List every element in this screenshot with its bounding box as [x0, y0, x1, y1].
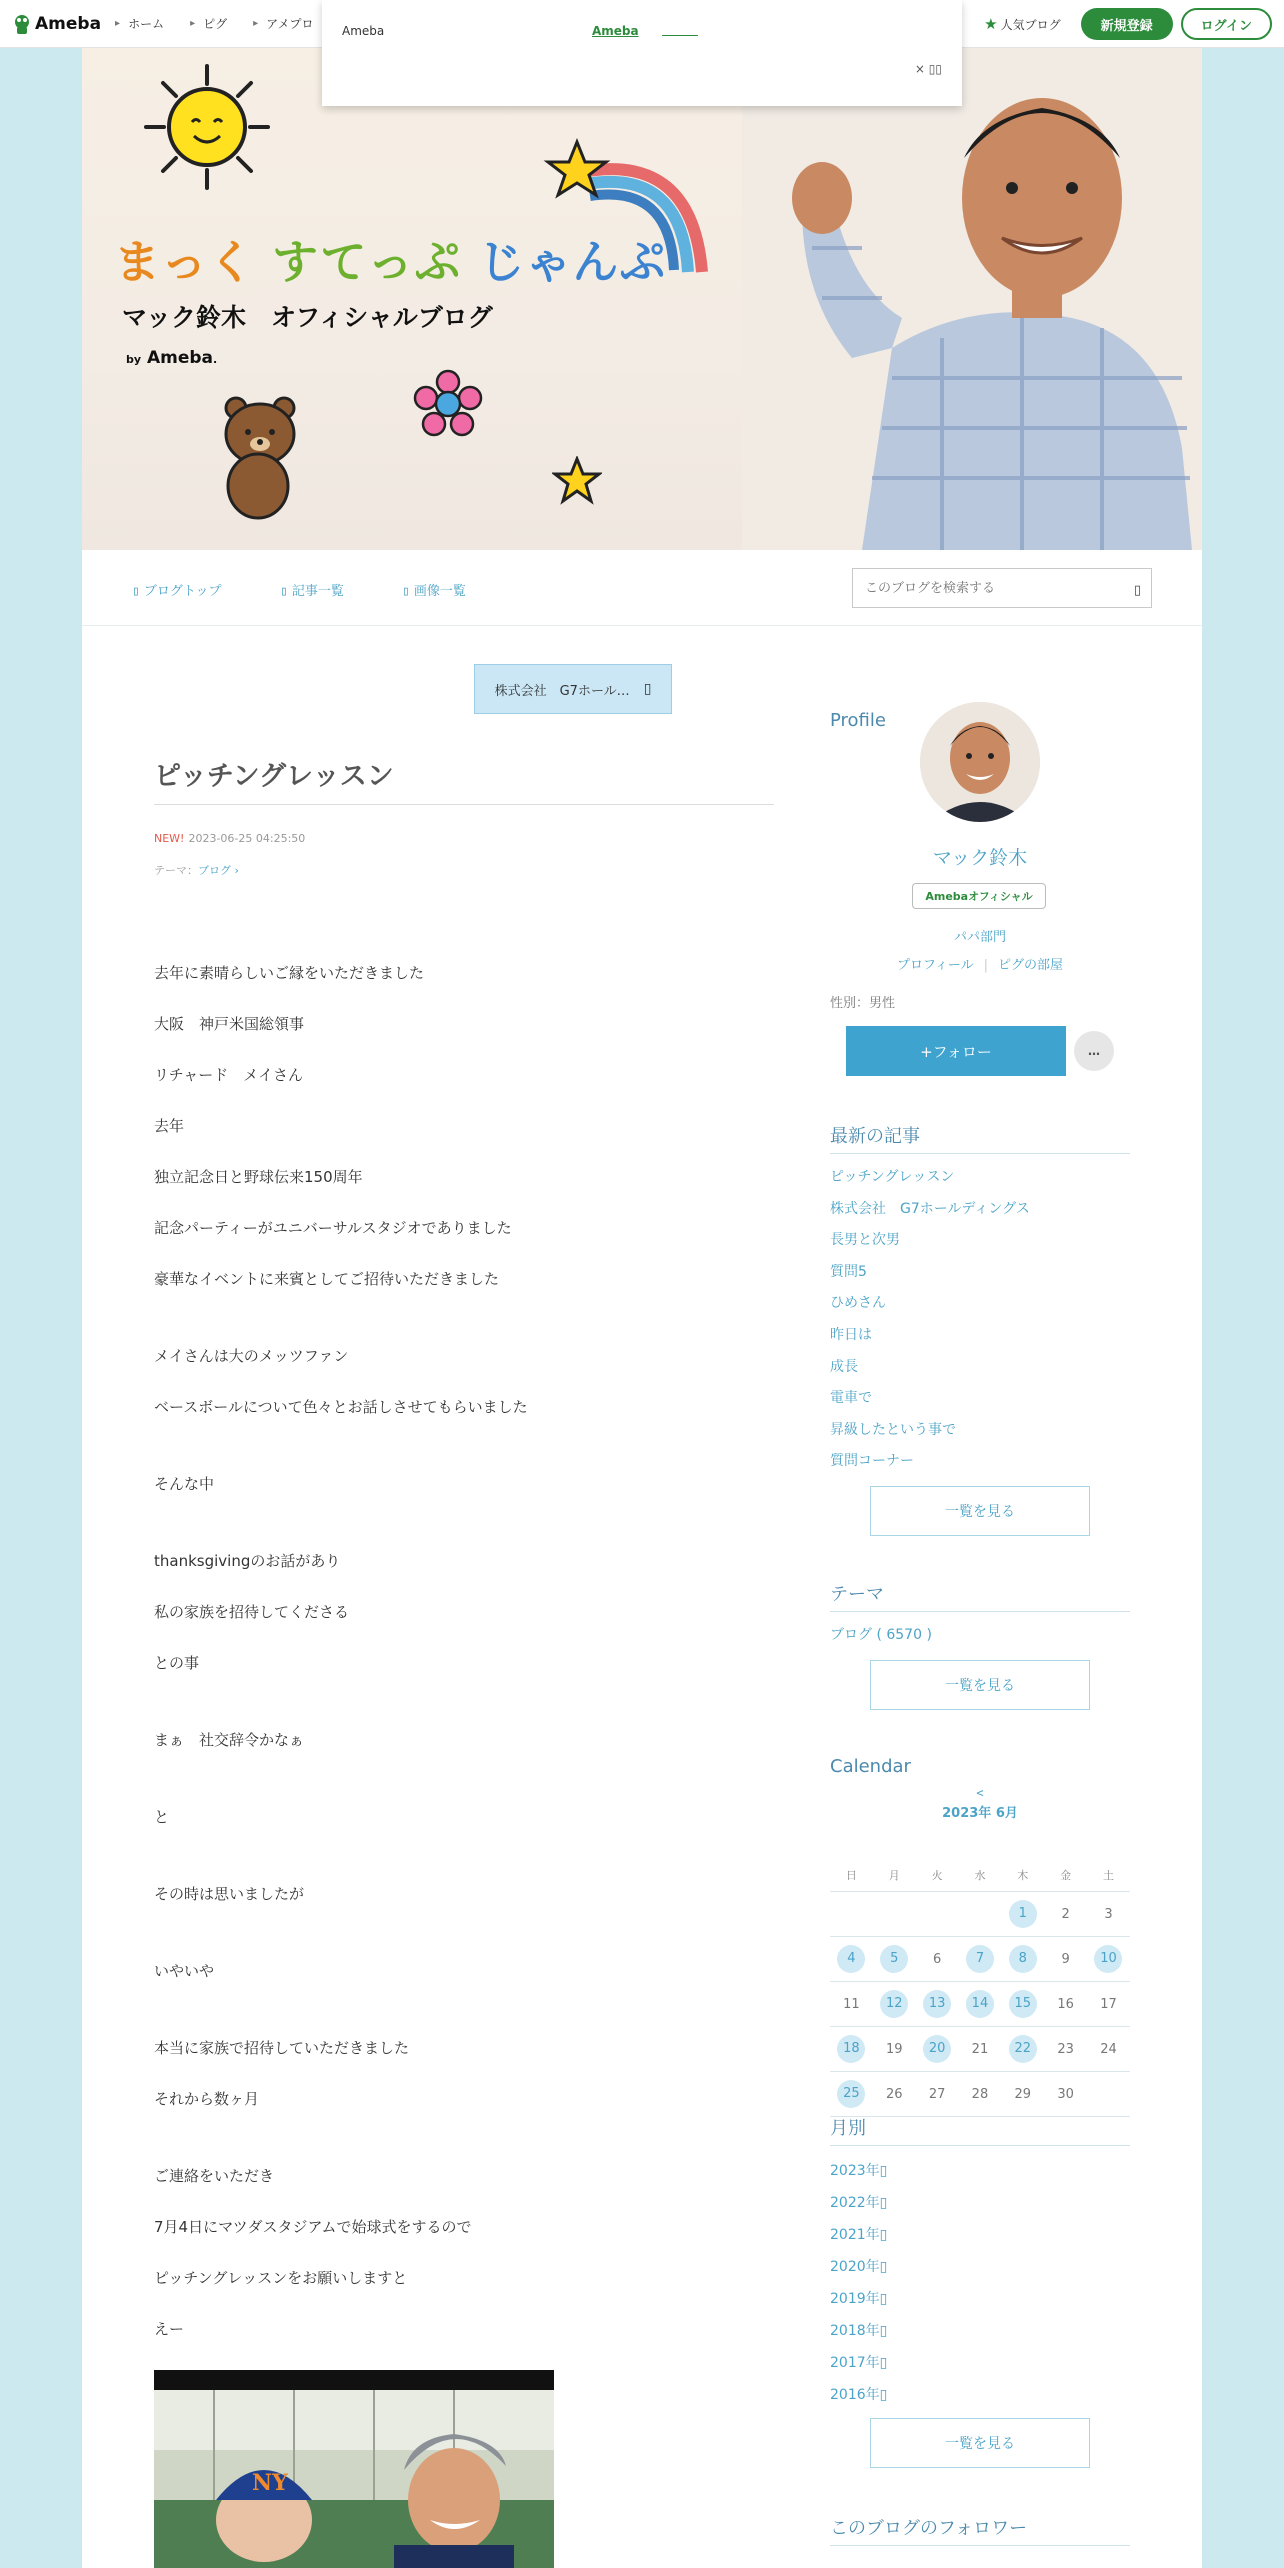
calendar-day[interactable] [830, 1945, 873, 1973]
flower-icon [412, 368, 484, 440]
calendar-day: 2 [1061, 1906, 1070, 1922]
follow-button[interactable]: +フォロー [846, 1026, 1066, 1076]
calendar-day-link[interactable]: 14 [966, 1990, 994, 2018]
article-photo[interactable] [154, 2370, 554, 2568]
chevron-icon: ▯ [879, 2195, 888, 2211]
article-paragraph: えー [154, 2320, 185, 2338]
global-header-right [984, 0, 1272, 48]
article-theme [154, 862, 239, 878]
article-paragraph: 独立記念日と野球伝来150周年 [154, 1168, 363, 1186]
nav-image-list[interactable] [402, 580, 466, 599]
latest-entry-link[interactable]: 成長 [830, 1359, 858, 1375]
calendar-day-link[interactable]: 12 [880, 1990, 908, 2018]
star-icon [552, 456, 602, 506]
article-paragraph: との事 [154, 1654, 200, 1672]
chevron-icon: ▯ [879, 2163, 888, 2179]
calendar-week-row [830, 1982, 1130, 2027]
calendar-week-row [830, 1892, 1130, 1937]
nav-label: 画像一覧 [413, 584, 466, 599]
calendar-weekday-row [830, 1858, 1130, 1892]
profile-link[interactable]: プロフィール [896, 958, 974, 973]
calendar-day-link[interactable]: 25 [837, 2080, 865, 2108]
login-button[interactable]: ログイン [1181, 8, 1272, 40]
bear-icon [214, 394, 314, 524]
by-ameba-mark: by Ameba. [126, 348, 218, 368]
calendar-weekday: 金 [1060, 1868, 1072, 1882]
popup-title: Ameba [342, 24, 385, 38]
article-meta [154, 832, 305, 845]
notification-popup [322, 0, 962, 106]
pig-room-link[interactable]: ピグの部屋 [998, 958, 1064, 973]
blog-search [852, 568, 1152, 608]
blogger-photo [742, 48, 1202, 550]
blog-nav-bar [82, 550, 1202, 626]
article-paragraph: そんな中 [154, 1475, 215, 1493]
calendar-day-link[interactable]: 13 [923, 1990, 951, 2018]
popular-label: 人気ブログ [1000, 17, 1061, 32]
more-options-button[interactable]: … [1074, 1031, 1114, 1071]
article-paragraph: ピッチングレッスンをお願いしますと [154, 2269, 408, 2287]
profile-name[interactable]: マック鈴木 [932, 847, 1028, 869]
popup-link[interactable]: Ameba [592, 24, 639, 38]
monthly-heading: 月別 [830, 2118, 866, 2139]
calendar-day: 9 [1061, 1951, 1070, 1967]
calendar-day[interactable] [1087, 1945, 1130, 1973]
calendar-week-row [830, 2072, 1130, 2117]
month-archive-link[interactable]: 2017年▯ [830, 2355, 888, 2371]
blog-subtitle: マック鈴木 オフィシャルブログ [122, 303, 493, 332]
theme-label: テーマ： [154, 864, 198, 877]
popup-link-underline [662, 35, 698, 36]
profile-links [830, 954, 1130, 973]
see-all-months-button[interactable]: 一覧を見る [870, 2418, 1090, 2468]
see-all-entries-button[interactable]: 一覧を見る [870, 1486, 1090, 1536]
official-badge[interactable]: Amebaオフィシャル [912, 883, 1046, 909]
home-icon: ▯ [132, 584, 140, 599]
chevron-icon: ▯ [879, 2259, 888, 2275]
chevron-icon: ▯ [879, 2355, 888, 2371]
month-archive-link[interactable]: 2019年▯ [830, 2291, 888, 2307]
calendar-day-link[interactable]: 7 [966, 1945, 994, 1973]
article-paragraph: メイさんは大のメッツファン [154, 1347, 349, 1365]
blog-container [82, 48, 1202, 2568]
calendar-week-row [830, 1937, 1130, 1982]
calendar-day-link[interactable]: 10 [1094, 1945, 1122, 1973]
latest-entry-link[interactable]: ピッチングレッスン [830, 1169, 955, 1185]
search-icon[interactable]: ▯ [1133, 583, 1141, 598]
promo-label: 株式会社 G7ホール… [494, 683, 630, 699]
promo-link-button[interactable] [474, 664, 672, 714]
calendar-day[interactable] [873, 1945, 916, 1973]
calendar-day[interactable] [1001, 2035, 1044, 2063]
heading-divider [830, 1153, 1130, 1154]
nav-label: 記事一覧 [291, 584, 344, 599]
article-paragraph: 去年 [154, 1117, 185, 1135]
calendar-day-link[interactable]: 20 [923, 2035, 951, 2063]
calendar-day: 3 [1104, 1906, 1113, 1922]
blog-title-logo: まっく すてっぷ じゃんぷ [114, 235, 667, 289]
article-paragraph: その時は思いましたが [154, 1885, 305, 1903]
svg-text:NY: NY [252, 2470, 288, 2496]
month-archive-link[interactable]: 2021年▯ [830, 2227, 888, 2243]
article-paragraph: 本当に家族で招待していただきました [154, 2039, 410, 2057]
article-paragraph: 大阪 神戸米国総領事 [154, 1015, 305, 1033]
global-nav-amepro[interactable] [253, 15, 313, 32]
new-badge: NEW! [154, 832, 185, 845]
calendar-day: 6 [932, 1951, 942, 1967]
calendar-day[interactable] [830, 2080, 873, 2108]
calendar-day[interactable] [1001, 1945, 1044, 1973]
theme-heading: テーマ [830, 1584, 884, 1605]
calendar-day[interactable] [1001, 1900, 1044, 1928]
separator: | [983, 958, 989, 973]
see-all-themes-button[interactable]: 一覧を見る [870, 1660, 1090, 1710]
article-title[interactable]: ピッチングレッスン [154, 761, 394, 792]
month-archive-link[interactable]: 2018年▯ [830, 2323, 888, 2339]
calendar-day-link[interactable]: 18 [837, 2035, 865, 2063]
calendar-day: 17 [1100, 1996, 1117, 2012]
image-icon: ▯ [402, 584, 410, 599]
calendar-day: 23 [1057, 2041, 1074, 2057]
calendar-weekday: 水 [974, 1868, 986, 1882]
chevron-icon: ▯ [879, 2387, 888, 2403]
chevron-icon: ▯ [879, 2323, 888, 2339]
article-paragraph: 私の家族を招待してくださる [154, 1603, 350, 1621]
calendar-weekday: 日 [845, 1868, 857, 1882]
calendar-day: 21 [971, 2041, 989, 2057]
theme-link[interactable]: ブログ ( 6570 ) [830, 1627, 932, 1643]
close-icon[interactable]: × ▯▯ [914, 62, 942, 76]
article-paragraph: 7月4日にマツダスタジアムで始球式をするので [154, 2218, 472, 2236]
latest-heading: 最新の記事 [830, 1126, 920, 1147]
list-icon: ▯ [280, 584, 288, 599]
chevron-right-icon: ▸ [190, 18, 196, 29]
calendar-day-link[interactable]: 8 [1009, 1945, 1037, 1973]
calendar-weekday: 火 [931, 1868, 943, 1882]
avatar[interactable] [920, 702, 1040, 822]
blog-search-input[interactable] [863, 569, 1113, 607]
sun-icon [142, 62, 272, 192]
calendar-weekday: 土 [1102, 1868, 1114, 1882]
article-paragraph: と [154, 1808, 170, 1826]
month-archive-link[interactable]: 2016年▯ [830, 2387, 888, 2403]
latest-entry-link[interactable]: 昇級したという事で [830, 1422, 956, 1438]
calendar-day: 30 [1057, 2086, 1074, 2102]
calendar-day: 26 [885, 2086, 903, 2102]
global-nav-label: アメプロ [266, 17, 314, 31]
calendar-day: 29 [1014, 2086, 1032, 2102]
latest-entry-link[interactable]: 質問5 [830, 1264, 867, 1280]
chevron-icon: ▯ [879, 2291, 888, 2307]
ameba-frog-icon [12, 13, 32, 35]
article-paragraph: ご連絡をいただき [154, 2167, 275, 2185]
calendar-day: 11 [843, 1996, 860, 2012]
article-paragraph: それから数ヶ月 [154, 2090, 260, 2108]
title-divider [154, 804, 774, 805]
signup-button[interactable]: 新規登録 [1081, 8, 1173, 40]
chevron-left-icon[interactable]: < [976, 1786, 984, 1800]
global-nav-label: ピグ [203, 17, 228, 31]
ameba-logo[interactable] [12, 13, 101, 35]
article-paragraph: thanksgivingのお話があり [154, 1552, 341, 1570]
batting-cage-photo [154, 2370, 554, 2568]
global-nav-home[interactable] [115, 15, 164, 32]
blog-header-banner[interactable] [82, 48, 1202, 550]
chevron-right-icon: ▸ [115, 18, 121, 29]
latest-entry-link[interactable]: 長男と次男 [830, 1232, 900, 1248]
article-paragraph: ベースボールについて色々とお話しさせてもらいました [154, 1398, 528, 1416]
calendar-month[interactable]: 2023年 6月 [942, 1806, 1018, 1821]
global-nav-pig[interactable] [190, 15, 227, 32]
calendar-day: 24 [1100, 2041, 1117, 2057]
logo-text: Ameba [35, 13, 102, 34]
chevron-right-icon: ▸ [253, 18, 259, 29]
calendar-day[interactable] [916, 1990, 959, 2018]
chevron-icon: ▯ [879, 2227, 888, 2243]
profile-category[interactable]: パパ部門 [953, 930, 1006, 945]
calendar-day: 19 [885, 2041, 903, 2057]
calendar-day: 16 [1057, 1996, 1074, 2012]
month-archive-link[interactable]: 2023年▯ [830, 2163, 888, 2179]
calendar-day-link[interactable]: 22 [1009, 2035, 1037, 2063]
calendar-day-link[interactable]: 4 [837, 1945, 865, 1973]
calendar-day-link[interactable]: 1 [1009, 1900, 1037, 1928]
chevron-right-icon: › [234, 864, 239, 877]
article-date: 2023-06-25 04:25:50 [188, 832, 306, 845]
heading-divider [830, 2145, 1130, 2146]
calendar-day[interactable] [959, 1945, 1002, 1973]
heading-divider [830, 1611, 1130, 1612]
calendar-weekday: 月 [888, 1868, 900, 1882]
followers-heading: このブログのフォロワー [830, 2518, 1028, 2539]
article-paragraph: いやいや [154, 1962, 215, 1980]
theme-link[interactable]: ブログ [198, 864, 231, 877]
latest-entry-link[interactable]: 昨日は [830, 1327, 872, 1343]
latest-entry-link[interactable]: 質問コーナー [830, 1453, 914, 1469]
calendar-day[interactable] [916, 2035, 959, 2063]
article-paragraph: 豪華なイベントに来賓としてご招待いただきました [154, 1270, 500, 1288]
calendar-grid [830, 1858, 1130, 2117]
popular-blogs-link[interactable] [984, 15, 1060, 33]
article-paragraph: リチャード メイさん [154, 1066, 303, 1084]
nav-blog-top[interactable] [132, 580, 221, 599]
calendar-day-link[interactable]: 5 [880, 1945, 908, 1973]
article-paragraph: 記念パーティーがユニバーサルスタジオでありました [154, 1219, 512, 1237]
profile-avatar-image [920, 702, 1040, 822]
heading-divider [830, 2545, 1130, 2546]
month-archive-link[interactable]: 2022年▯ [830, 2195, 888, 2211]
profile-gender: 性別：男性 [830, 996, 896, 1011]
latest-entry-link[interactable]: 電車で [830, 1390, 872, 1406]
calendar-day[interactable] [1001, 1990, 1044, 2018]
calendar-day: 28 [971, 2086, 989, 2102]
calendar-heading: Calendar [830, 1756, 911, 1777]
calendar-day[interactable] [830, 2035, 873, 2063]
article-paragraph: 去年に素晴らしいご縁をいただきました [154, 964, 425, 982]
article-paragraph: まぁ 社交辞令かなぁ [154, 1731, 305, 1749]
calendar-day[interactable] [959, 1990, 1002, 2018]
latest-entry-link[interactable]: 株式会社 G7ホールディングス [830, 1201, 1030, 1217]
latest-entry-link[interactable]: ひめさん [830, 1295, 886, 1311]
calendar-week-row [830, 2027, 1130, 2072]
nav-label: ブログトップ [143, 584, 222, 599]
profile-heading: Profile [830, 710, 886, 731]
month-archive-link[interactable]: 2020年▯ [830, 2259, 888, 2275]
calendar-day: 27 [928, 2086, 946, 2102]
crown-icon: ★ [984, 15, 998, 33]
calendar-day-link[interactable]: 15 [1009, 1990, 1037, 2018]
calendar-weekday: 木 [1017, 1868, 1029, 1882]
calendar-nav [830, 1786, 1130, 1821]
nav-entry-list[interactable] [280, 580, 344, 599]
global-nav-label: ホーム [128, 17, 165, 31]
calendar-day[interactable] [873, 1990, 916, 2018]
external-link-icon: ▯ [643, 681, 652, 697]
